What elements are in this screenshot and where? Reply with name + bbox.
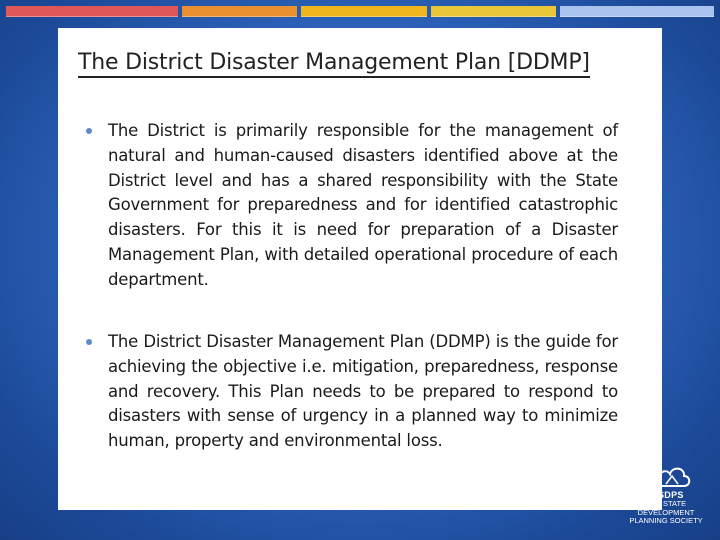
slide-title: The District Disaster Management Plan [DDMP] [78,50,590,78]
header-color-bar-lightblue [560,6,714,17]
logo-name [618,500,714,526]
bullet-text: The District Disaster Management Plan (DDMP) is the guide for achieving the objective i.e. mitigation, preparedness, response and recovery. This Plan needs to be prepared to respond to disasters with sense of urgency in a planned way to minimize human, property and environmental loss. [108,332,618,451]
header-color-bar-gold [301,6,427,17]
bullet-item [86,330,618,454]
logo-line: ANA STATE [645,499,687,508]
bullet-dot-icon [86,339,92,345]
header-color-bar-orange [182,6,297,17]
logo-abbreviation: SDPS [658,490,684,500]
bullet-text: The District is primarily responsible for the management of natural and human-caused disasters identified above at the District level and has a shared responsibility with the State Government for preparedness and for identified catastrophic disasters. For this it is need for preparation of a Disaster Management Plan, with detailed operational procedure of each department. [108,121,618,289]
organization-logo [608,460,718,532]
cloud-logo-icon [652,460,692,494]
header-color-bar-red [6,6,178,17]
header-color-bar-yellow [431,6,556,17]
bullet-item [86,119,618,293]
bullet-dot-icon [86,128,92,134]
logo-line: DEVELOPMENT [637,507,695,517]
content-card [58,28,662,510]
logo-line: PLANNING SOCIETY [629,516,703,525]
